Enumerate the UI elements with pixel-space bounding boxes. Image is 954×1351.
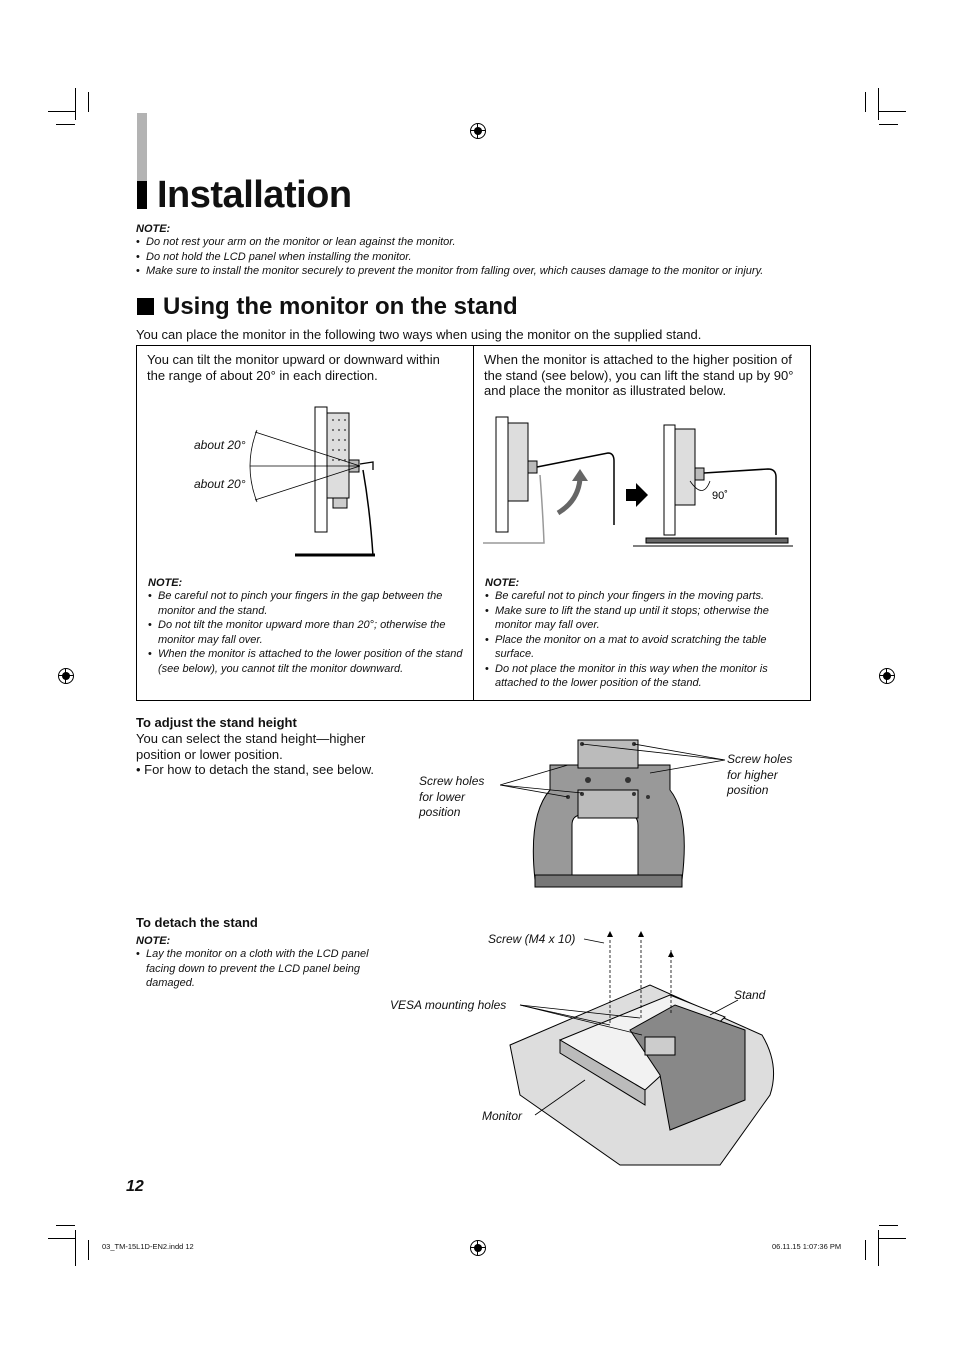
crop-mark [48,111,75,112]
note-label: NOTE: [136,223,171,235]
stand-label: Stand [734,988,766,1002]
stand-height-illustration [500,735,730,890]
crop-mark [879,1238,906,1239]
title-marker [137,181,147,209]
registration-mark-icon [879,668,895,684]
lift-illustration [478,405,798,550]
crop-mark [48,1238,75,1239]
registration-mark-icon [470,1240,486,1256]
note-item: • Do not place the monitor in this way when the monitor is attached to the lower position of the stand. [485,662,803,691]
vesa-label: VESA mounting holes [390,998,507,1012]
note-label: NOTE: [148,577,183,589]
crop-mark [75,1230,76,1266]
tilt-text: You can tilt the monitor upward or downward within the range of about 20° in each direction. [147,352,440,383]
crop-mark [878,1230,879,1266]
note-item: • Be careful not to pinch your fingers in the gap between the monitor and the stand. [148,589,466,618]
note-item: • Lay the monitor on a cloth with the LCD panel facing down to prevent the LCD panel being damaged. [136,947,386,991]
note-item: • When the monitor is attached to the lower position of the stand (see below), you cannot tilt the monitor downward. [148,647,466,676]
crop-mark [56,1225,75,1226]
crop-mark [878,88,879,120]
section-marker-icon [137,298,154,315]
note-label: NOTE: [136,935,171,947]
crop-mark [75,88,76,120]
detach-note [136,935,386,991]
note-item: • Do not hold the LCD panel when installing the monitor. [136,250,826,265]
note-item: • Do not rest your arm on the monitor or lean against the monitor. [136,235,826,250]
intro-text: You can place the monitor in the following two ways when using the monitor on the supplied stand. [136,327,702,342]
top-note [136,223,826,279]
chapter-tab-bar [137,113,147,183]
note-item: • Place the monitor on a mat to avoid scratching the table surface. [485,633,803,662]
angle-label: 90˚ [712,490,728,502]
crop-mark [56,124,75,125]
crop-mark [865,92,866,112]
monitor-label: Monitor [482,1109,523,1123]
footer-timestamp: 06.11.15 1:07:36 PM [772,1242,842,1251]
tilt-up-label: about 20° [194,438,246,452]
lower-position-label: Screw holes for lower position [419,774,485,819]
adjust-bullet-text: For how to detach the stand, see below. [144,762,374,777]
note-item: • Make sure to lift the stand up until it stops; otherwise the monitor may fall over. [485,604,803,633]
tilt-down-label: about 20° [194,477,246,491]
registration-mark-icon [58,668,74,684]
page-number: 12 [126,1178,144,1195]
crop-mark [879,1225,898,1226]
right-panel-note [485,577,803,691]
crop-mark [88,1240,89,1260]
note-item: • Be careful not to pinch your fingers in the moving parts. [485,589,803,604]
crop-mark [879,111,906,112]
detach-heading: To detach the stand [136,915,258,930]
footer-file: 03_TM-15L1D-EN2.indd 12 [102,1242,194,1251]
panel-divider [473,345,474,700]
adjust-bullet: • For how to detach the stand, see below. [136,762,374,777]
adjust-text: You can select the stand height—higher position or lower position. [136,731,366,762]
note-item: • Make sure to install the monitor securely to prevent the monitor from falling over, which causes damage to the monitor or injury. [136,264,826,279]
page-title: Installation [157,174,352,216]
higher-position-label: Screw holes for higher position [727,752,793,797]
note-item: • Do not tilt the monitor upward more than 20°; otherwise the monitor may fall over. [148,618,466,647]
lift-text: When the monitor is attached to the higher position of the stand (see below), you can lift the stand up by 90° and place the monitor as illustrated below. [484,352,794,398]
crop-mark [865,1240,866,1260]
crop-mark [879,124,898,125]
crop-mark [88,92,89,112]
registration-mark-icon [470,123,486,139]
screw-label: Screw (M4 x 10) [488,932,576,946]
left-panel-note [148,577,466,676]
section-heading: Using the monitor on the stand [163,293,518,320]
detach-illustration [500,925,785,1170]
note-label: NOTE: [485,577,520,589]
adjust-heading: To adjust the stand height [136,715,297,730]
